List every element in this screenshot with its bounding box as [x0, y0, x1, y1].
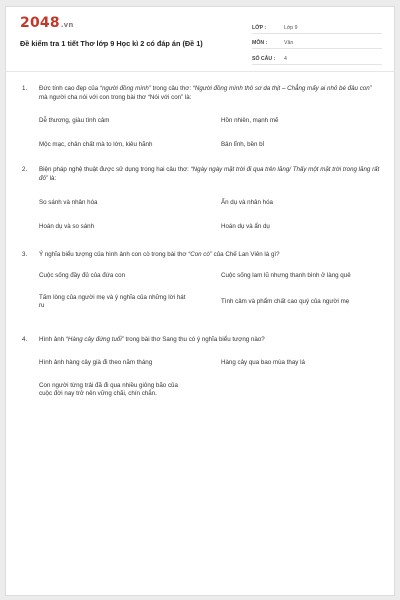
logo-suffix: .vn: [60, 21, 74, 29]
answer-option[interactable]: Con người từng trải đã đi qua nhiều giông bão của cuộc đời nay trở nên vững chãi, chín chắn.: [39, 381, 178, 397]
meta-label: MÔN :: [252, 40, 268, 46]
question-text: [39, 84, 382, 102]
answer-option[interactable]: Ẩn dụ và nhân hóa: [221, 199, 273, 206]
answer-option[interactable]: So sánh và nhân hóa: [39, 199, 98, 206]
meta-label: LỚP :: [252, 24, 267, 31]
text-part: mà người cha nói với con trong bài thơ “Nói với con” là:: [39, 94, 192, 101]
question-text: [39, 165, 382, 183]
meta-row-subject: [252, 36, 382, 50]
question-text: [39, 250, 280, 259]
text-part-italic: “Con cò”: [188, 251, 212, 258]
text-part-italic: “Người đồng mình thô sơ da thịt – Chẳng mấy ai nhỏ bé đâu con”: [192, 85, 372, 92]
text-part: Ý nghĩa biểu tượng của hình ảnh con cò trong bài thơ: [39, 251, 189, 258]
answer-option[interactable]: Cuộc sống lam lũ nhưng thanh bình ở làng quê: [221, 272, 351, 279]
text-part-italic: “người đồng mình”: [99, 85, 151, 92]
meta-row-count: [252, 51, 382, 65]
question-2: [22, 165, 382, 231]
text-part: trong câu thơ:: [150, 85, 193, 92]
question-4: [22, 335, 382, 399]
answer-option[interactable]: Tình cảm và phẩm chất cao quý của người mẹ: [221, 297, 350, 305]
text-part: Đức tính cao đẹp của: [39, 85, 100, 92]
page-title: Đề kiểm tra 1 tiết Thơ lớp 9 Học kì 2 có đáp án (Đề 1): [20, 39, 203, 48]
answer-option[interactable]: Hình ảnh hàng cây già đi theo năm tháng: [39, 359, 153, 366]
question-3: [22, 250, 382, 311]
question-1: [22, 84, 382, 149]
question-number: 3.: [22, 251, 28, 258]
answer-option[interactable]: Dễ thương, giàu tình cảm: [39, 117, 110, 124]
text-part: là:: [47, 175, 57, 182]
meta-info: [252, 20, 382, 67]
header-divider: [6, 71, 394, 72]
question-number: 2.: [22, 166, 28, 173]
logo-text: 2048: [20, 15, 60, 31]
text-part: Hình ảnh: [39, 336, 66, 343]
answer-option[interactable]: Hồn nhiên, mạnh mẽ: [221, 117, 279, 124]
meta-value: Văn: [284, 40, 294, 46]
answer-option[interactable]: Cuộc sống đầy đủ của đứa con: [39, 272, 126, 279]
document-page: [5, 6, 395, 596]
answer-option[interactable]: Hoán dụ và so sánh: [39, 222, 95, 230]
meta-label: SỐ CÂU :: [252, 55, 276, 62]
text-part: của Chế Lan Viên là gì?: [211, 251, 280, 258]
meta-value: 4: [284, 55, 287, 62]
text-part: Biện pháp nghệ thuật được sử dụng trong hai câu thơ:: [39, 166, 191, 173]
question-text: [39, 335, 265, 344]
question-number: 4.: [22, 336, 28, 343]
text-part-italic: “Ngày ngày mặt trời đi qua trên lăng/ Thấy một mặt trời trong lăng rất đỏ”: [39, 166, 380, 182]
answer-option[interactable]: Mộc mạc, chân chất mà to lớn, kiêu hãnh: [39, 140, 153, 148]
meta-row-class: [252, 20, 382, 34]
answer-option[interactable]: Bản lĩnh, bền bỉ: [221, 140, 265, 148]
answer-option[interactable]: Hàng cây qua bao mùa thay lá: [221, 359, 305, 366]
text-part: trong bài thơ Sang thu có ý nghĩa biểu tượng nào?: [123, 336, 265, 343]
text-part-italic: “Hàng cây đứng tuổi”: [65, 336, 124, 343]
meta-value: Lớp 9: [284, 24, 298, 31]
page-header: [6, 7, 394, 69]
question-number: 1.: [22, 85, 28, 92]
answer-option[interactable]: Hoán dụ và ẩn dụ: [221, 222, 270, 230]
answer-option[interactable]: Tấm lòng của người mẹ và ý nghĩa của những lời hát ru: [39, 293, 186, 309]
site-logo[interactable]: [20, 15, 74, 31]
